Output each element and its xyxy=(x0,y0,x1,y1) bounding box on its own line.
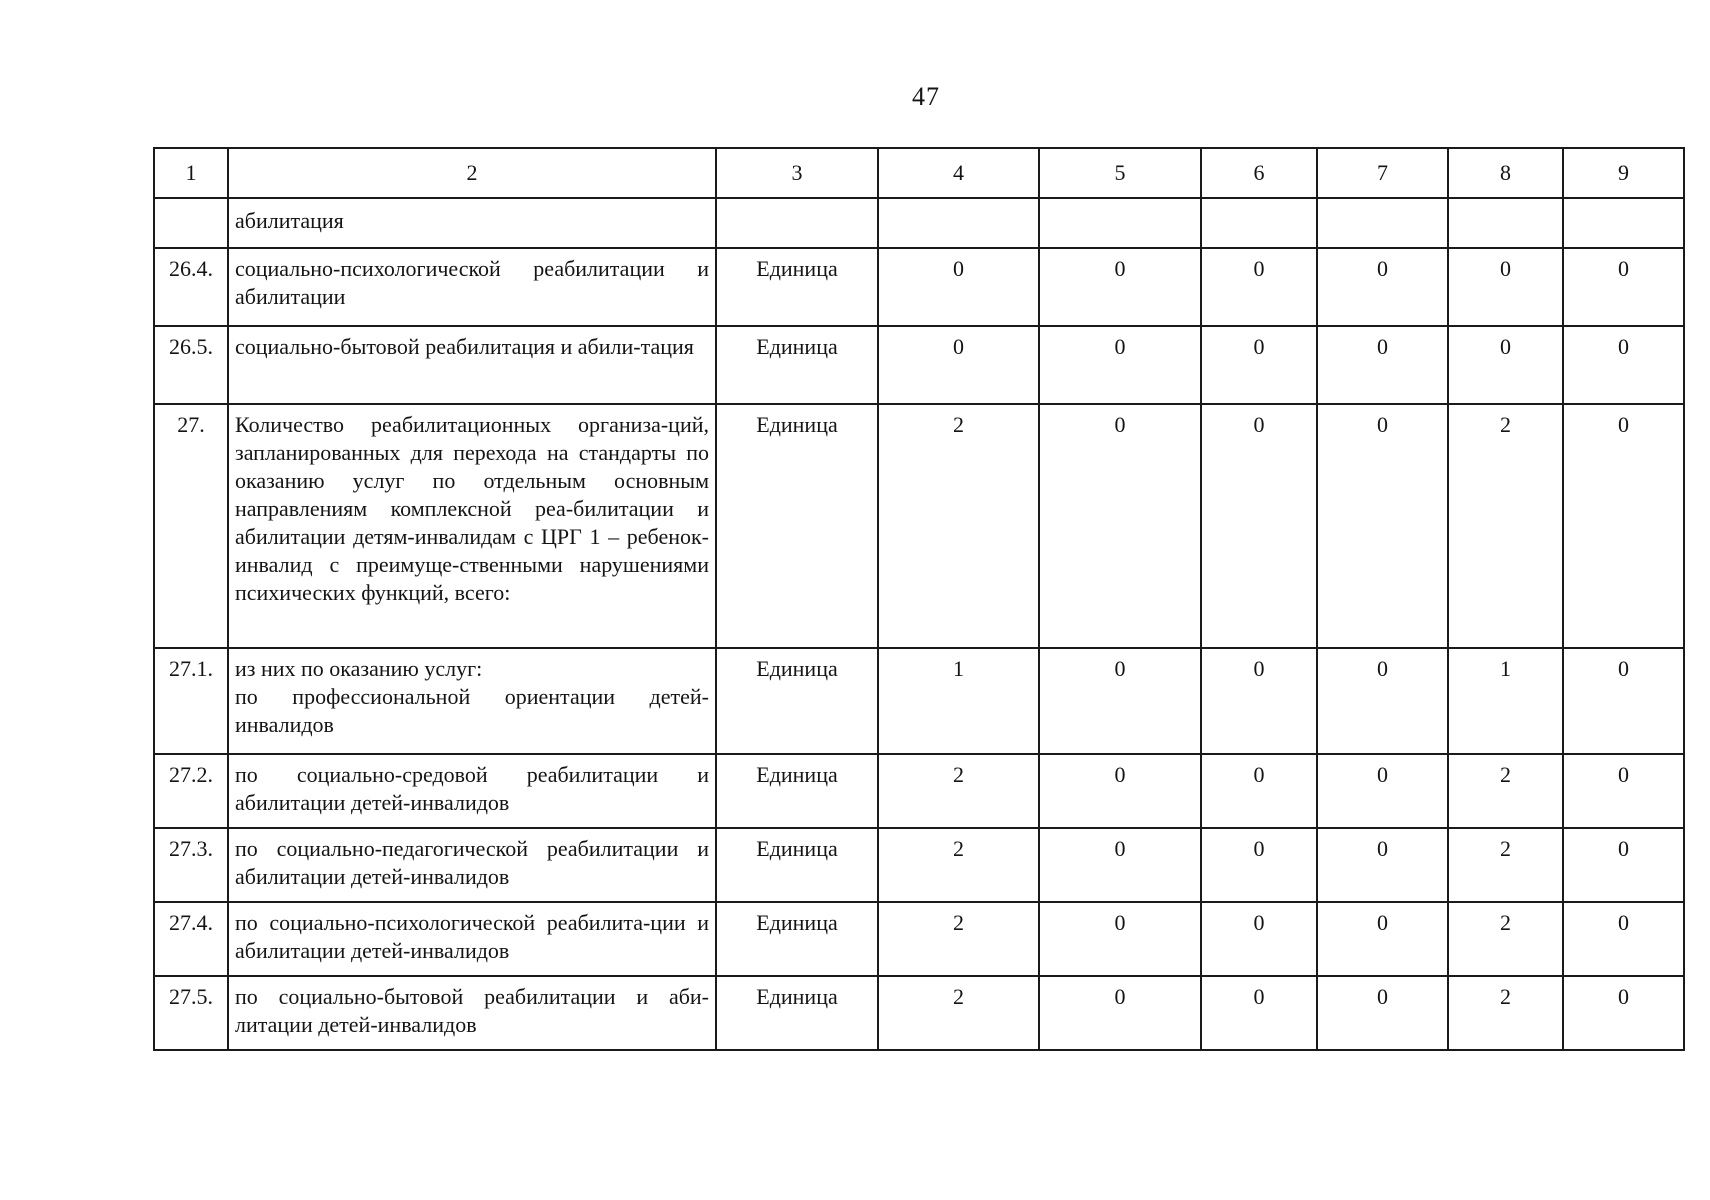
row-description: социально-психологической реабилитации и абилитации xyxy=(228,248,716,326)
header-cell-2: 2 xyxy=(228,148,716,198)
row-description: по социально-педагогической реабилитации и абилитации детей-инвалидов xyxy=(228,828,716,902)
row-unit: Единица xyxy=(716,248,878,326)
row-value: 2 xyxy=(1448,754,1563,828)
row-value xyxy=(1448,198,1563,248)
row-value xyxy=(1201,198,1317,248)
row-number: 27.3. xyxy=(154,828,228,902)
page-number: 47 xyxy=(912,82,940,111)
row-value: 2 xyxy=(1448,902,1563,976)
row-value: 0 xyxy=(1563,754,1684,828)
table-row xyxy=(154,648,1684,754)
table-row xyxy=(154,404,1684,648)
row-value: 2 xyxy=(878,976,1039,1050)
table-row xyxy=(154,198,1684,248)
row-unit xyxy=(716,198,878,248)
row-value: 0 xyxy=(1317,326,1448,404)
row-value: 0 xyxy=(1563,828,1684,902)
row-value: 1 xyxy=(1448,648,1563,754)
row-description: Количество реабилитационных организа-ций, запланированных для перехода на стандарты по оказанию услуг по отдельным основным направлениям комплексной реа-билитации и абилитации детям-инвалидам с ЦРГ 1 – ребенок-инвалид с преимуще-ственными нарушениями психических функций, всего: xyxy=(228,404,716,648)
header-cell-9: 9 xyxy=(1563,148,1684,198)
row-unit: Единица xyxy=(716,976,878,1050)
row-description: по социально-психологической реабилита-ции и абилитации детей-инвалидов xyxy=(228,902,716,976)
row-number xyxy=(154,198,228,248)
row-value: 0 xyxy=(1201,326,1317,404)
row-number: 27.2. xyxy=(154,754,228,828)
row-value: 0 xyxy=(1563,976,1684,1050)
header-cell-1: 1 xyxy=(154,148,228,198)
row-value: 2 xyxy=(878,902,1039,976)
row-number: 26.4. xyxy=(154,248,228,326)
row-value: 0 xyxy=(1201,902,1317,976)
row-value: 0 xyxy=(1317,902,1448,976)
row-value: 0 xyxy=(1563,326,1684,404)
row-description: по социально-средовой реабилитации и абилитации детей-инвалидов xyxy=(228,754,716,828)
row-value: 0 xyxy=(1317,648,1448,754)
row-value: 2 xyxy=(878,404,1039,648)
row-value: 0 xyxy=(1563,648,1684,754)
row-value: 2 xyxy=(1448,404,1563,648)
row-unit: Единица xyxy=(716,902,878,976)
row-value: 0 xyxy=(1317,828,1448,902)
row-number: 27.5. xyxy=(154,976,228,1050)
row-value: 0 xyxy=(1039,828,1201,902)
row-unit: Единица xyxy=(716,326,878,404)
row-value: 0 xyxy=(878,326,1039,404)
row-value: 0 xyxy=(1201,754,1317,828)
row-value xyxy=(1563,198,1684,248)
row-value: 0 xyxy=(1317,404,1448,648)
table-row xyxy=(154,828,1684,902)
table-row xyxy=(154,976,1684,1050)
row-value: 1 xyxy=(878,648,1039,754)
header-cell-8: 8 xyxy=(1448,148,1563,198)
indicator-table xyxy=(153,147,1685,1051)
row-value: 0 xyxy=(1039,404,1201,648)
row-value: 0 xyxy=(1448,248,1563,326)
row-number: 27. xyxy=(154,404,228,648)
row-value: 2 xyxy=(1448,976,1563,1050)
row-value xyxy=(1317,198,1448,248)
row-value: 2 xyxy=(878,828,1039,902)
row-value: 0 xyxy=(1448,326,1563,404)
row-value: 0 xyxy=(1201,648,1317,754)
row-value: 0 xyxy=(1039,902,1201,976)
table-row xyxy=(154,902,1684,976)
row-value: 0 xyxy=(1563,404,1684,648)
row-unit: Единица xyxy=(716,404,878,648)
row-value: 0 xyxy=(1201,404,1317,648)
row-number: 27.1. xyxy=(154,648,228,754)
row-value: 2 xyxy=(1448,828,1563,902)
row-value: 0 xyxy=(1317,976,1448,1050)
table-row xyxy=(154,326,1684,404)
row-value: 2 xyxy=(878,754,1039,828)
row-unit: Единица xyxy=(716,828,878,902)
row-value: 0 xyxy=(1563,902,1684,976)
header-cell-4: 4 xyxy=(878,148,1039,198)
row-value: 0 xyxy=(1317,248,1448,326)
row-value xyxy=(1039,198,1201,248)
row-value: 0 xyxy=(1039,248,1201,326)
table-row xyxy=(154,248,1684,326)
row-value: 0 xyxy=(1201,828,1317,902)
table-row xyxy=(154,754,1684,828)
header-row xyxy=(154,148,1684,198)
row-value: 0 xyxy=(1039,648,1201,754)
row-value: 0 xyxy=(1039,976,1201,1050)
row-value xyxy=(878,198,1039,248)
header-cell-6: 6 xyxy=(1201,148,1317,198)
row-unit: Единица xyxy=(716,754,878,828)
row-value: 0 xyxy=(1201,976,1317,1050)
row-number: 26.5. xyxy=(154,326,228,404)
header-cell-7: 7 xyxy=(1317,148,1448,198)
row-value: 0 xyxy=(1039,326,1201,404)
header-cell-5: 5 xyxy=(1039,148,1201,198)
row-description: абилитация xyxy=(228,198,716,248)
row-value: 0 xyxy=(1563,248,1684,326)
header-cell-3: 3 xyxy=(716,148,878,198)
row-number: 27.4. xyxy=(154,902,228,976)
row-unit: Единица xyxy=(716,648,878,754)
row-value: 0 xyxy=(1201,248,1317,326)
row-description: из них по оказанию услуг: по профессиональной ориентации детей-инвалидов xyxy=(228,648,716,754)
row-value: 0 xyxy=(1317,754,1448,828)
row-description: по социально-бытовой реабилитации и аби-литации детей-инвалидов xyxy=(228,976,716,1050)
row-value: 0 xyxy=(878,248,1039,326)
row-description: социально-бытовой реабилитация и абили-тация xyxy=(228,326,716,404)
row-value: 0 xyxy=(1039,754,1201,828)
